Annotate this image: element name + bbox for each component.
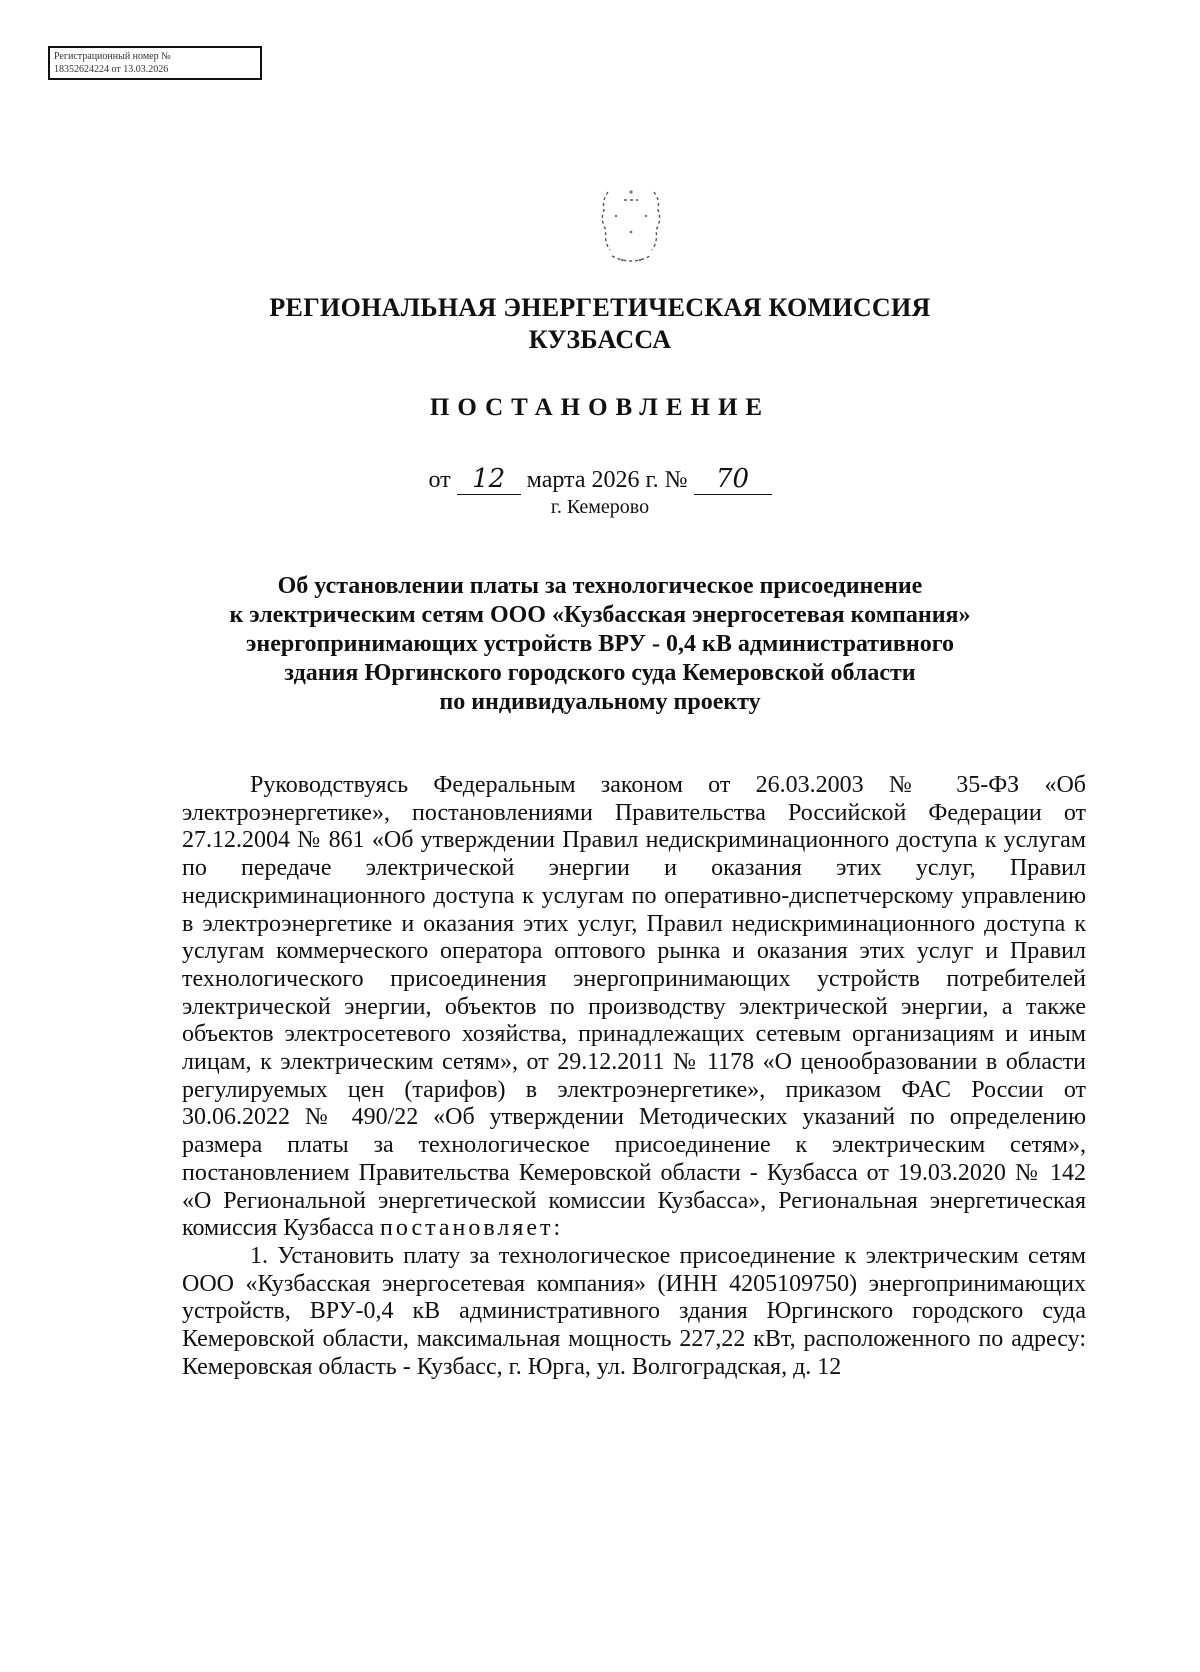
date-line	[0, 464, 1200, 495]
subject-line: к электрическим сетям ООО «Кузбасская энергосетевая компания»	[229, 602, 971, 628]
organization-title-line1: РЕГИОНАЛЬНАЯ ЭНЕРГЕТИЧЕСКАЯ КОМИССИЯ	[269, 293, 931, 322]
city: г. Кемерово	[550, 496, 650, 518]
date-day-handwritten: 12	[457, 464, 521, 495]
preamble-text: Руководствуясь Федеральным законом от 26.03.2003 № 35-ФЗ «Об электроэнергетике», постановлениями Правительства Российской Федерации от 27.12.2004 № 861 «Об утверждении Правил недискриминационного доступа к услугам по передаче электрической энергии и оказания этих услуг, Правил недискриминационного доступа к услугам по оперативно-диспетчерскому управлению в электроэнергетике и оказания этих услуг, Правил недискриминационного доступа к услугам коммерческого оператора оптового рынка и оказания этих услуг и Правил технологического присоединения энергопринимающих устройств потребителей электрической энергии, объектов по производству электрической энергии, а также объектов электросетевого хозяйства, принадлежащих сетевым организациям и иным лицам, к электрическим сетям», от 29.12.2011 № 1178 «О ценообразовании в области регулируемых цен (тарифов) в электроэнергетике», приказом ФАС России от 30.06.2022 № 490/22 «Об утверждении Методических указаний по определению размера платы за технологическое присоединение к электрическим сетям», постановлением Правительства Кемеровской области - Кузбасса от 19.03.2020 № 142 «О Региональной энергетической комиссии Кузбасса», Региональная энергетическая комиссия Кузбасса	[182, 772, 1086, 1242]
organization-title	[0, 292, 1200, 356]
subject-line: Об установлении платы за технологическое присоединение	[277, 573, 923, 599]
body-paragraph-item-1: 1. Установить плату за технологическое присоединение к электрическим сетям ООО «Кузбасская энергосетевая компания» (ИНН 4205109750) энергопринимающих устройств, ВРУ-0,4 кВ административного здания Юргинского городского суда Кемеровской области, максимальная мощность 227,22 кВт, расположенного по адресу: Кемеровская область - Кузбасс, г. Юрга, ул. Волгоградская, д. 12	[182, 1242, 1086, 1380]
subject-line: по индивидуальному проекту	[439, 689, 761, 715]
subject-line: энергопринимающих устройств ВРУ - 0,4 кВ административного	[246, 631, 954, 657]
coat-of-arms-icon	[594, 186, 668, 272]
document-subject	[0, 572, 1200, 717]
registration-number: 18352624224 от 13.03.2026	[54, 64, 169, 75]
document-body	[182, 772, 1086, 1381]
subject-line: здания Юргинского городского суда Кемеровской области	[284, 660, 916, 686]
organization-title-line2: КУЗБАССА	[528, 325, 672, 354]
document-number-handwritten: 70	[694, 464, 772, 495]
registration-label: Регистрационный номер №	[54, 51, 171, 62]
resolves-verb: постановляет:	[380, 1215, 564, 1242]
body-paragraph-preamble	[182, 772, 1086, 1243]
registration-stamp	[48, 46, 262, 80]
document-type: ПОСТАНОВЛЕНИЕ	[429, 394, 771, 421]
date-month-year: марта 2026 г. №	[526, 467, 688, 493]
date-prefix: от	[428, 467, 451, 493]
